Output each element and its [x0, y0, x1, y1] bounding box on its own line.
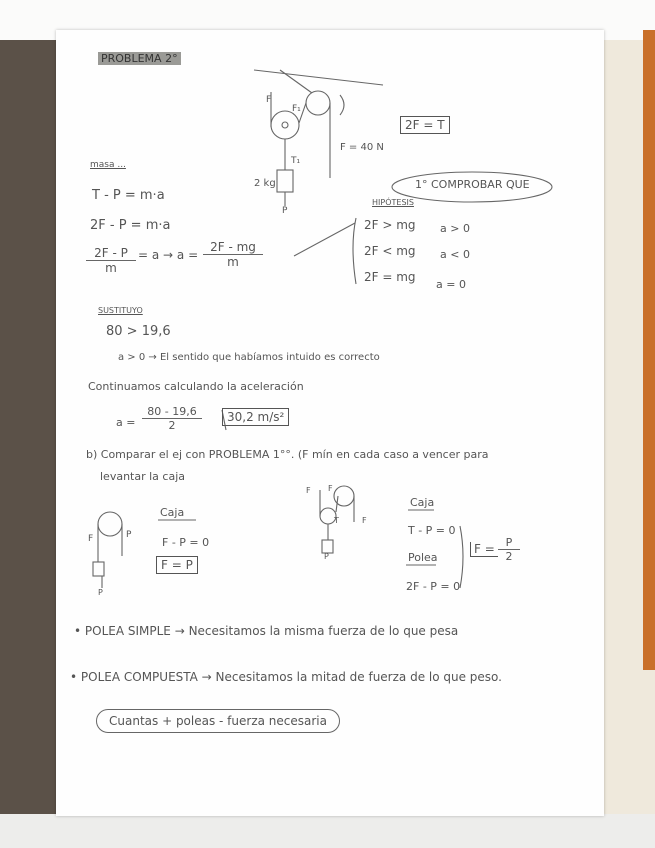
part-b-line-2: levantar la caja: [100, 470, 185, 483]
equation-1: T - P = m·a: [92, 188, 165, 203]
hypothesis-brace: [353, 218, 356, 284]
caja-left-heading: Caja: [160, 506, 185, 519]
masa-label: masa ...: [90, 160, 126, 170]
part-b-line-1: b) Comparar el ej con PROBLEMA 1°°. (F mín en cada caso a vencer para: [86, 448, 489, 461]
accel-frac: $\frac{80 - 19,6}{2}$: [142, 405, 202, 432]
support-rope: [280, 70, 312, 93]
mid-diagram-f1: F: [306, 486, 311, 495]
mass-label: 2 kg: [254, 178, 276, 189]
equation-2: 2F - P = m·a: [90, 218, 171, 233]
polea-equation: 2F - P = 0: [406, 580, 461, 593]
caja-right-heading: Caja: [410, 496, 435, 509]
hypothesis-1-result: a > 0: [440, 222, 470, 235]
caja-left-boxed: F = P: [156, 558, 198, 572]
left-diagram-f: F: [88, 534, 94, 544]
mid-diagram-p: P: [324, 552, 329, 561]
lower-pulley: [271, 111, 299, 139]
left-diagram-p-rope: P: [126, 530, 132, 540]
weight-label: P: [282, 206, 288, 216]
equation-3-frac-left: $\frac{2F - P}{m}$: [86, 246, 136, 275]
summary-note: Cuantas + poleas - fuerza necesaria: [96, 714, 340, 728]
hypothesis-3-cond: 2F = mg: [364, 270, 416, 284]
bullet-polea-simple: • POLEA SIMPLE → Necesitamos la misma fuerza de lo que pesa: [74, 624, 459, 638]
lower-pulley-hub: [282, 122, 288, 128]
hypothesis-1-cond: 2F > mg: [364, 218, 416, 232]
system-brace: [460, 526, 463, 588]
sustituyo-label: SUSTITUYO: [98, 306, 143, 315]
mid-diagram-f2: F: [328, 484, 333, 493]
equation-3-frac-right: $\frac{2F - mg}{m}$: [203, 240, 263, 269]
left-pulley: [98, 512, 122, 536]
accel-result: 30,2 m/s²: [222, 410, 289, 424]
accel-lhs: a =: [116, 416, 136, 429]
pulley-label: F₁: [292, 104, 301, 114]
result-frac: $\frac{P}{2}$: [498, 536, 520, 563]
caja-right-equation: T - P = 0: [408, 524, 456, 537]
equation-3-mid: = a → a =: [138, 248, 199, 262]
upper-pulley: [306, 91, 330, 115]
conclusion: a > 0 → El sentido que habíamos intuido es correcto: [118, 352, 380, 363]
comparison: 80 > 19,6: [106, 324, 171, 339]
comprobar-note: 1° COMPROBAR QUE: [415, 178, 530, 191]
mid-diagram-t: T: [334, 516, 339, 525]
rotation-arrow: [340, 95, 344, 115]
left-box: [93, 562, 104, 576]
left-diagram-p-box: P: [98, 588, 103, 597]
hypothesis-2-cond: 2F < mg: [364, 244, 416, 258]
mid-diagram-f3: F: [362, 516, 367, 525]
continue-text: Continuamos calculando la aceleración: [88, 380, 304, 393]
caja-left-equation: F - P = 0: [162, 536, 210, 549]
divider-stroke: [294, 223, 355, 256]
applied-force-label: F = 40 N: [340, 142, 384, 153]
hypothesis-2-result: a < 0: [440, 248, 470, 261]
force-label: F: [266, 95, 272, 105]
hypothesis-3-result: a = 0: [436, 278, 466, 291]
result-frac-lhs: F =: [470, 542, 498, 557]
polea-heading: Polea: [408, 551, 438, 564]
hipotesis-label: HIPÓTESIS: [372, 198, 414, 207]
mass-box: [277, 170, 293, 192]
bullet-polea-compuesta: • POLEA COMPUESTA → Necesitamos la mitad de fuerza de lo que peso.: [70, 670, 502, 684]
equation-2f-t: 2F = T: [400, 118, 450, 132]
tension-label: T₁: [291, 156, 301, 166]
problem-title: PROBLEMA 2°: [98, 52, 181, 65]
ceiling-line: [254, 70, 383, 85]
